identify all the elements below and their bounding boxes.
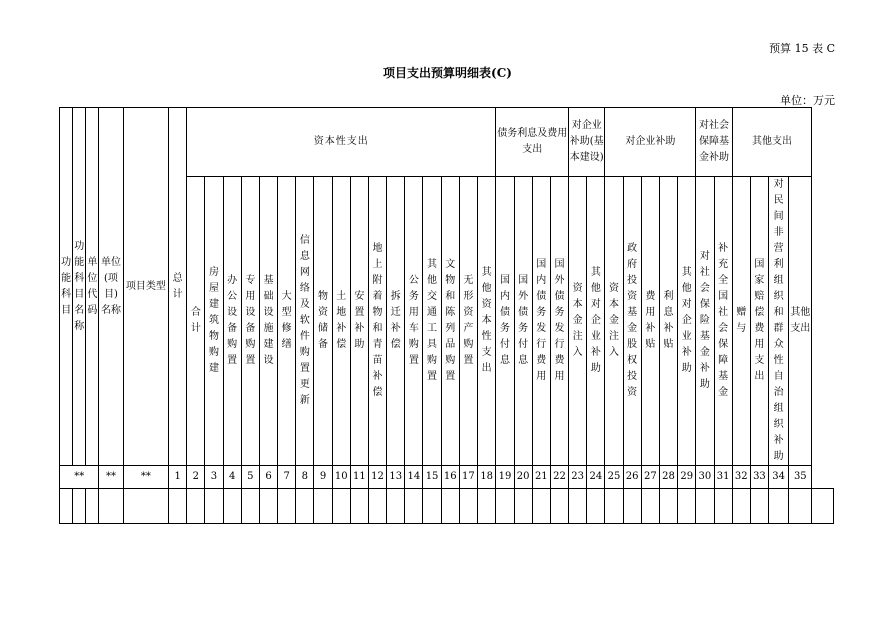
column-number: 26 [623,466,641,489]
table-cell [789,489,812,524]
column-number: 7 [278,466,296,489]
table-cell [587,489,605,524]
subheader-cell: 基础设施建设 [259,177,277,466]
subheader-cell: 国内债务付息 [496,177,514,466]
subheader-cell: 补充全国社会保障基金 [714,177,732,466]
subheader-cell: 无形资产购置 [459,177,477,466]
table-cell [314,489,332,524]
subheader-cell: 其他对企业补助 [678,177,696,466]
column-number: 12 [368,466,386,489]
subheader-cell: 资本金注入 [605,177,623,466]
subheader-cell: 专用设备购置 [241,177,259,466]
header-project-type: 项目类型 [123,108,168,466]
subheader-cell: 其他交通工具购置 [423,177,441,466]
number-row [60,466,834,489]
header-func-subject-name: 功能科目名称 [73,108,86,466]
group-enterprise-subsidy: 对企业补助 [605,108,696,177]
column-number: 13 [387,466,405,489]
header-total: 总计 [169,108,187,466]
subheader-cell: 房屋建筑物购建 [205,177,223,466]
column-number: 3 [205,466,223,489]
table-cell [532,489,550,524]
column-number: 1 [169,466,187,489]
table-cell [696,489,714,524]
column-number: 24 [587,466,605,489]
table-cell [296,489,314,524]
table-cell [550,489,568,524]
table-cell [750,489,768,524]
table-cell [73,489,86,524]
column-number: 22 [550,466,568,489]
group-social-security: 对社会保障基金补助 [696,108,732,177]
column-number: 27 [641,466,659,489]
table-cell [812,489,834,524]
subheader-cell: 国外债务付息 [514,177,532,466]
table-cell [99,489,123,524]
table-cell [205,489,223,524]
table-cell [123,489,168,524]
column-number: 5 [241,466,259,489]
code-placeholder: ** [60,466,99,489]
unit-label: 单位：万元 [780,94,835,107]
code-placeholder: ** [99,466,123,489]
subheader-cell: 利息补贴 [659,177,677,466]
subheader-cell: 地上附着物和青苗补偿 [368,177,386,466]
table-cell [714,489,732,524]
subheader-cell: 文物和陈列品购置 [441,177,459,466]
subheader-cell: 赠与 [732,177,750,466]
column-number: 15 [423,466,441,489]
column-number: 29 [678,466,696,489]
header-unit-name: 单位(项目)名称 [99,108,123,466]
subheader-cell: 国内债务发行费用 [532,177,550,466]
subheader-cell: 资本金注入 [569,177,587,466]
subheader-cell: 公务用车购置 [405,177,423,466]
column-number: 25 [605,466,623,489]
group-other: 其他支出 [732,108,812,177]
column-number: 14 [405,466,423,489]
column-number: 28 [659,466,677,489]
header-func-subject: 功能科目 [60,108,73,466]
subheader-cell: 信息网络及软件购置更新 [296,177,314,466]
column-number: 8 [296,466,314,489]
table-cell [423,489,441,524]
table-cell [223,489,241,524]
column-number: 16 [441,466,459,489]
column-number: 35 [789,466,812,489]
group-enterprise-subsidy-capital: 对企业补助(基本建设) [569,108,605,177]
column-number: 2 [187,466,205,489]
column-number: 31 [714,466,732,489]
table-cell [60,489,73,524]
column-number: 18 [477,466,495,489]
column-number: 9 [314,466,332,489]
table-cell [86,489,99,524]
subheader-cell: 办公设备购置 [223,177,241,466]
table-cell [659,489,677,524]
table-cell [514,489,532,524]
table-cell [278,489,296,524]
table-cell [405,489,423,524]
table-cell [259,489,277,524]
group-capital: 资本性支出 [187,108,496,177]
table-cell [496,489,514,524]
subheader-cell: 土地补偿 [332,177,350,466]
page-title: 项目支出预算明细表(C) [383,66,512,80]
table-cell [187,489,205,524]
table-cell [169,489,187,524]
subheader-cell: 拆迁补偿 [387,177,405,466]
table-cell [387,489,405,524]
subheader-cell: 国家赔偿费用支出 [750,177,768,466]
group-debt: 债务利息及费用支出 [496,108,569,177]
column-number: 20 [514,466,532,489]
subheader-cell: 合计 [187,177,205,466]
table-cell [332,489,350,524]
subheader-cell: 费用补贴 [641,177,659,466]
column-number: 6 [259,466,277,489]
table-cell [569,489,587,524]
column-number: 30 [696,466,714,489]
table-cell [441,489,459,524]
subheader-cell: 其他资本性支出 [477,177,495,466]
form-number: 预算 15 表 C [769,42,835,55]
subheader-cell: 国外债务发行费用 [550,177,568,466]
header-unit-code: 单位代码 [86,108,99,466]
table-cell [605,489,623,524]
column-number: 19 [496,466,514,489]
column-number: 11 [350,466,368,489]
table-row [60,489,834,524]
subheader-cell: 对民间非营利组织和群众性自治组织补助 [769,177,789,466]
code-placeholder: ** [123,466,168,489]
column-number: 17 [459,466,477,489]
budget-table [59,107,834,524]
table-cell [368,489,386,524]
subheader-cell: 安置补助 [350,177,368,466]
table-cell [678,489,696,524]
subheader-cell: 物资储备 [314,177,332,466]
table-cell [641,489,659,524]
column-number: 23 [569,466,587,489]
table-cell [241,489,259,524]
column-number: 10 [332,466,350,489]
subheader-cell: 其他支出 [789,177,812,466]
column-number: 4 [223,466,241,489]
table-cell [459,489,477,524]
column-number: 32 [732,466,750,489]
column-number: 21 [532,466,550,489]
subheader-cell: 政府投资基金股权投资 [623,177,641,466]
subheader-cell: 对社会保险基金补助 [696,177,714,466]
subheader-cell: 大型修缮 [278,177,296,466]
column-number: 34 [769,466,789,489]
subheader-cell: 其他对企业补助 [587,177,605,466]
column-number: 33 [750,466,768,489]
table-cell [732,489,750,524]
table-cell [477,489,495,524]
table-cell [769,489,789,524]
table-cell [350,489,368,524]
table-cell [623,489,641,524]
